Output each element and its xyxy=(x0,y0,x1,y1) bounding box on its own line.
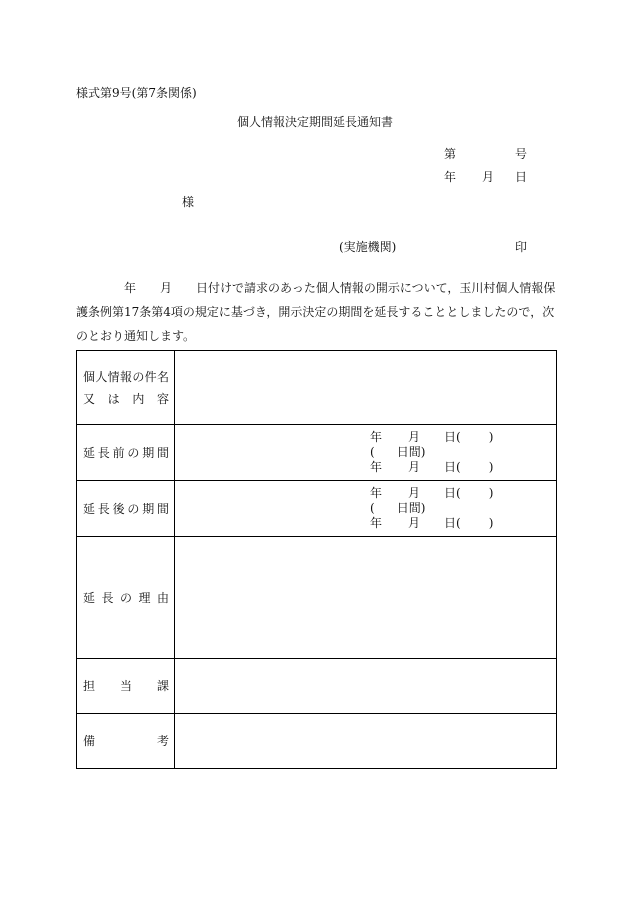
form-number: 様式第9号(第7条関係) xyxy=(76,86,197,100)
document-title: 個人情報決定期間延長通知書 xyxy=(236,115,393,129)
label-cell-period-before: 延 長 前 の 期 間 xyxy=(77,425,175,481)
value-cell-subject xyxy=(175,351,557,425)
period-after-start: 年 月 日( ) xyxy=(370,486,494,500)
label-subject-line2: 又 は 内 容 xyxy=(83,391,169,406)
label-cell-subject xyxy=(77,351,175,425)
period-before-end: 年 月 日( ) xyxy=(370,460,494,474)
addressee-honorific: 様 xyxy=(182,195,195,209)
label-cell-remarks: 備 考 xyxy=(77,714,175,769)
body-line-1: 年 月 日付けで請求のあった個人情報の開示について，玉川村個人情報保 xyxy=(124,281,556,295)
value-cell-remarks xyxy=(175,714,557,769)
number-suffix: 号 xyxy=(515,147,528,161)
table-row xyxy=(77,351,557,425)
value-cell-reason xyxy=(175,537,557,659)
number-prefix: 第 xyxy=(444,147,457,161)
date-month: 月 xyxy=(482,170,495,184)
period-after-end: 年 月 日( ) xyxy=(370,516,494,530)
table-row xyxy=(77,714,557,769)
seal-mark: 印 xyxy=(515,240,528,254)
value-cell-period-after xyxy=(175,481,557,537)
table-row xyxy=(77,659,557,714)
table-row xyxy=(77,537,557,659)
agency-label: (実施機関) xyxy=(339,240,397,254)
label-cell-reason: 延 長 の 理 由 xyxy=(77,537,175,659)
table-row xyxy=(77,481,557,537)
value-cell-department xyxy=(175,659,557,714)
notice-table xyxy=(76,350,557,769)
body-line-3: のとおり通知します。 xyxy=(76,329,196,343)
body-line-2: 護条例第17条第4項の規定に基づき，開示決定の期間を延長することとしましたので，次 xyxy=(76,305,555,319)
period-before-days: ( 日間) xyxy=(370,445,426,459)
period-before-start: 年 月 日( ) xyxy=(370,430,494,444)
date-day: 日 xyxy=(515,170,528,184)
table-row xyxy=(77,425,557,481)
label-subject-line1: 個 人 情 報 の 件 名 xyxy=(83,369,169,384)
label-cell-period-after: 延 長 後 の 期 間 xyxy=(77,481,175,537)
period-after-days: ( 日間) xyxy=(370,501,426,515)
label-cell-department: 担 当 課 xyxy=(77,659,175,714)
date-year: 年 xyxy=(444,170,457,184)
value-cell-period-before xyxy=(175,425,557,481)
notice-body xyxy=(76,276,558,348)
